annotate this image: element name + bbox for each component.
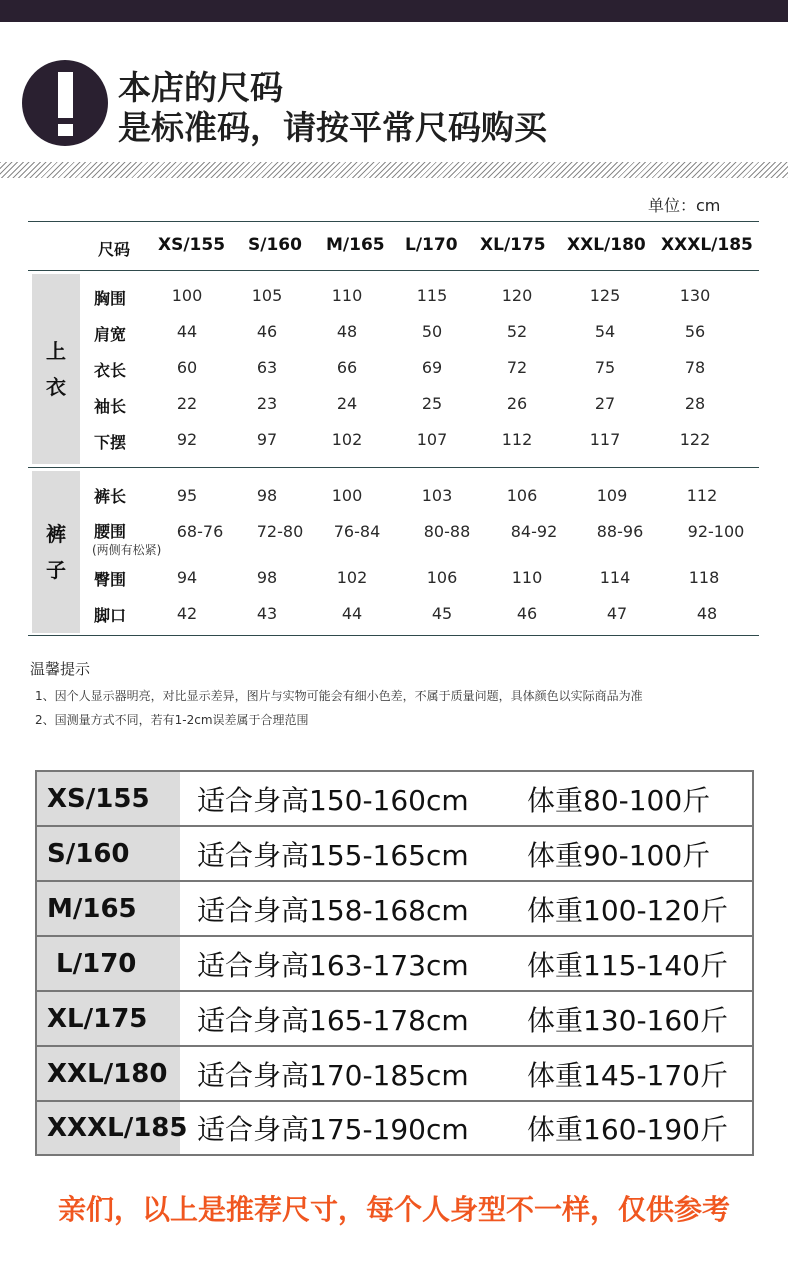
fit-weight: 体重115-140斤 [527,948,728,982]
table-cell: 84-92 [510,522,558,541]
fit-height: 适合身高165-178cm [197,1003,469,1037]
group-char: 衣 [46,375,66,399]
table-cell: 106 [506,486,538,505]
table-cell: 110 [511,568,543,587]
table-cell: 102 [336,568,368,587]
table-cell: 63 [256,358,278,377]
table-rule-header [28,270,759,271]
notice-subtitle: 是标准码，请按平常尺码购买 [118,108,547,147]
fit-weight: 体重90-100斤 [527,838,711,872]
fit-size: XXXL/185 [37,1102,180,1154]
table-cell: 122 [679,430,711,449]
fit-size: S/160 [37,827,180,880]
table-cell: 68-76 [176,522,224,541]
table-cell: 97 [256,430,278,449]
table-cell: 44 [176,322,198,341]
group-char: 裤 [46,522,66,546]
unit-label: 单位：cm [648,196,721,215]
fit-row [37,827,752,882]
table-cell: 26 [506,394,528,413]
fit-weight: 体重160-190斤 [527,1113,728,1146]
row-label: 脚口 [94,606,127,625]
table-cell: 50 [421,322,443,341]
table-cell: 46 [516,604,538,623]
size-header: S/160 [248,235,302,255]
table-cell: 112 [686,486,718,505]
top-banner-bar [0,0,788,22]
table-cell: 43 [256,604,278,623]
table-cell: 76-84 [333,522,381,541]
table-cell: 54 [594,322,616,341]
row-label: 肩宽 [94,325,127,344]
table-cell: 42 [176,604,198,623]
fit-row [37,882,752,937]
table-rule-middle [28,467,759,468]
table-cell: 22 [176,394,198,413]
table-cell: 80-88 [423,522,471,541]
size-header: XS/155 [158,235,226,255]
table-cell: 100 [171,286,203,305]
table-cell: 106 [426,568,458,587]
fit-row [37,1047,752,1102]
table-cell: 110 [331,286,363,305]
table-cell: 102 [331,430,363,449]
table-cell: 46 [256,322,278,341]
row-note: (两侧有松紧) [92,543,162,557]
table-cell: 72-80 [256,522,304,541]
size-column-label: 尺码 [98,240,131,259]
tip-item: 2、国测量方式不同，若有1-2cm误差属于合理范围 [35,713,309,727]
table-cell: 98 [256,486,278,505]
table-cell: 47 [606,604,628,623]
table-cell: 109 [596,486,628,505]
table-cell: 130 [679,286,711,305]
fit-size: XL/175 [37,992,180,1045]
exclamation-icon [22,60,108,146]
table-cell: 118 [688,568,720,587]
notice-title: 本店的尺码 [118,68,283,107]
table-cell: 24 [336,394,358,413]
size-header: L/170 [405,235,458,255]
row-label: 腰围 [94,522,127,541]
table-cell: 95 [176,486,198,505]
table-rule-bottom [28,635,759,636]
fit-row [37,772,752,827]
table-cell: 117 [589,430,621,449]
table-cell: 52 [506,322,528,341]
fit-size: XXL/180 [37,1047,180,1100]
row-label: 胸围 [94,289,127,308]
table-cell: 78 [684,358,706,377]
table-cell: 25 [421,394,443,413]
fit-row [37,1102,752,1154]
fit-size: L/170 [37,937,180,990]
group-label-tops [32,274,80,464]
hatch-divider [0,162,788,178]
table-cell: 27 [594,394,616,413]
fit-size: XS/155 [37,772,180,825]
table-cell: 105 [251,286,283,305]
row-label: 臀围 [94,570,127,589]
table-cell: 48 [696,604,718,623]
tips-title: 温馨提示 [30,660,91,678]
table-rule-top [28,221,759,222]
table-cell: 75 [594,358,616,377]
fit-height: 适合身高163-173cm [197,948,469,982]
table-cell: 72 [506,358,528,377]
group-label-pants [32,471,80,633]
size-header: XL/175 [480,235,546,255]
table-cell: 92-100 [687,522,745,541]
size-header: M/165 [326,235,385,255]
recommendation-note: 亲们，以上是推荐尺寸，每个人身型不一样，仅供参考 [57,1193,730,1226]
table-cell: 69 [421,358,443,377]
fit-size: M/165 [37,882,180,935]
fit-weight: 体重80-100斤 [527,783,711,817]
fit-row [37,937,752,992]
fit-guide-table [35,770,754,1156]
size-header: XXXL/185 [661,235,753,255]
table-cell: 114 [599,568,631,587]
table-cell: 44 [341,604,363,623]
table-cell: 98 [256,568,278,587]
table-cell: 103 [421,486,453,505]
fit-height: 适合身高158-168cm [197,893,469,927]
table-cell: 125 [589,286,621,305]
row-label: 裤长 [94,487,127,506]
table-cell: 100 [331,486,363,505]
table-cell: 66 [336,358,358,377]
table-cell: 48 [336,322,358,341]
fit-row [37,992,752,1047]
fit-height: 适合身高170-185cm [197,1058,469,1092]
table-cell: 45 [431,604,453,623]
table-cell: 23 [256,394,278,413]
fit-weight: 体重130-160斤 [527,1003,728,1037]
table-cell: 94 [176,568,198,587]
table-cell: 88-96 [596,522,644,541]
fit-height: 适合身高175-190cm [197,1113,469,1146]
fit-height: 适合身高155-165cm [197,838,469,872]
table-cell: 60 [176,358,198,377]
table-cell: 112 [501,430,533,449]
table-cell: 28 [684,394,706,413]
table-cell: 92 [176,430,198,449]
fit-weight: 体重100-120斤 [527,893,728,927]
size-header: XXL/180 [567,235,646,255]
group-char: 上 [46,339,66,363]
tip-item: 1、因个人显示器明亮，对比显示差异，图片与实物可能会有细小色差，不属于质量问题，具体颜色以实际商品为准 [35,689,643,703]
fit-weight: 体重145-170斤 [527,1058,728,1092]
table-cell: 115 [416,286,448,305]
row-label: 衣长 [94,361,127,380]
table-cell: 107 [416,430,448,449]
group-char: 子 [46,558,66,582]
table-cell: 56 [684,322,706,341]
row-label: 下摆 [94,433,127,452]
row-label: 袖长 [94,397,127,416]
table-cell: 120 [501,286,533,305]
fit-height: 适合身高150-160cm [197,783,469,817]
